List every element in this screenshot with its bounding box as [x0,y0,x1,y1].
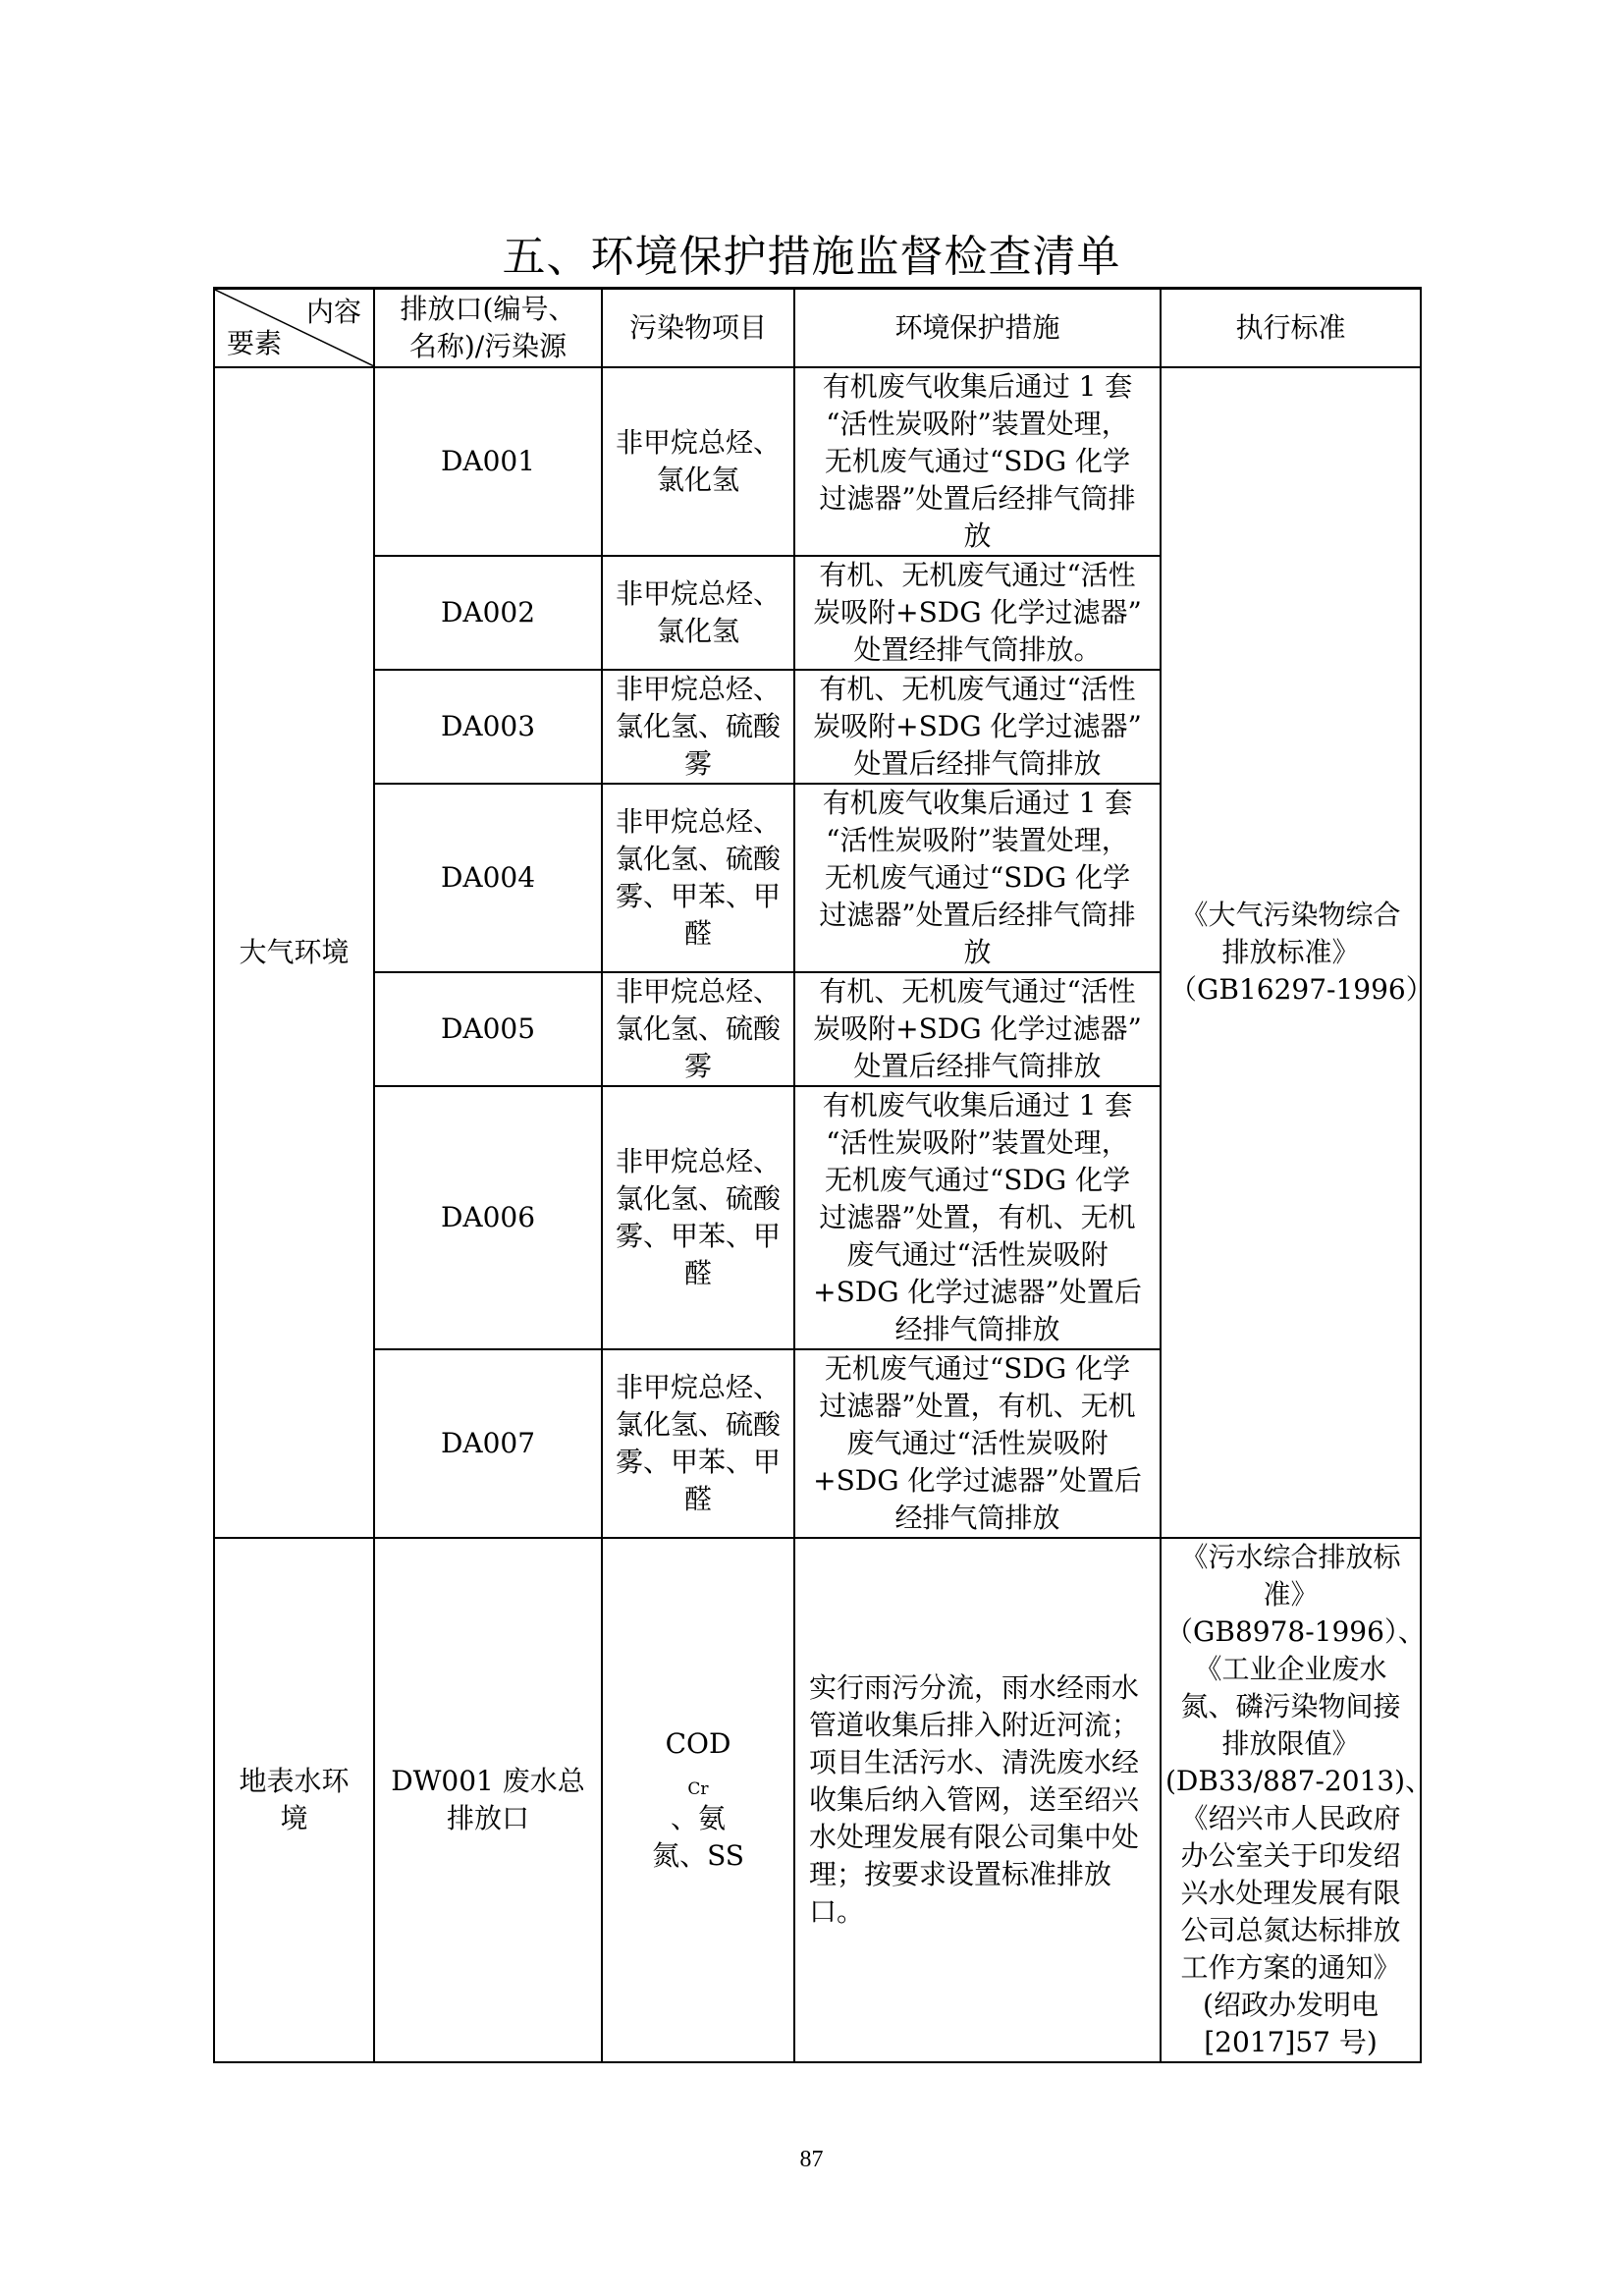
pollutant-cell: COD $_{Cr}$ 、氨 氮、SS [602,1538,794,2062]
measure-cell: 有机废气收集后通过 1 套 “活性炭吸附”装置处理， 无机废气通过“SDG 化学 过滤器”处置后经排气筒排 放 [794,784,1161,972]
page-number: 87 [799,2147,824,2172]
standard-water: 《污水综合排放标 准》 （GB8978-1996）、 《工业企业废水 氮、磷污染物间接 排放限值》 (DB33/887-2013)、 《绍兴市人民政府 办公室关于印发绍 兴水处理发展有限 公司总氮达标排放 工作方案的通知》 (绍政办发明电 [2017]57 号) [1161,1538,1421,2062]
pollutant-cell: 非甲烷总烃、 氯化氢、硫酸 雾、甲苯、甲 醛 [602,1086,794,1349]
standard-air: 《大气污染物综合 排放标准》 （GB16297-1996） [1161,367,1421,1538]
header-row [214,289,1421,367]
page-title: 五、环境保护措施监督检查清单 [502,232,1121,282]
outlet-cell: DA005 [374,972,602,1086]
pollutant-cell: 非甲烷总烃、 氯化氢 [602,556,794,670]
outlet-cell: DA002 [374,556,602,670]
outlet-cell: DA004 [374,784,602,972]
header-content: 内容 [305,296,361,328]
pollutant-cell: 非甲烷总烃、 氯化氢、硫酸 雾、甲苯、甲 醛 [602,784,794,972]
header-standard: 执行标准 [1161,289,1421,367]
outlet-cell: DA007 [374,1349,602,1538]
outlet-cell: DW001 废水总 排放口 [374,1538,602,2062]
measure-cell: 有机废气收集后通过 1 套 “活性炭吸附”装置处理， 无机废气通过“SDG 化学 过滤器”处置后经排气筒排 放 [794,367,1161,556]
header-factor: 要素 [227,326,283,359]
pollutant-cell: 非甲烷总烃、 氯化氢、硫酸 雾 [602,670,794,784]
header-pollutant: 污染物项目 [602,289,794,367]
pollutant-cell: 非甲烷总烃、 氯化氢、硫酸 雾 [602,972,794,1086]
checklist-table [213,287,1434,2063]
outlet-cell: DA006 [374,1086,602,1349]
measure-cell: 无机废气通过“SDG 化学 过滤器”处置，有机、无机 废气通过“活性炭吸附 +SDG 化学过滤器”处置后 经排气筒排放 [794,1349,1161,1538]
table-row [214,367,1421,556]
pollutant-cell: 非甲烷总烃、 氯化氢、硫酸 雾、甲苯、甲 醛 [602,1349,794,1538]
diagonal-header-cell [214,289,374,367]
measure-cell: 有机废气收集后通过 1 套 “活性炭吸附”装置处理， 无机废气通过“SDG 化学 过滤器”处置，有机、无机 废气通过“活性炭吸附 +SDG 化学过滤器”处置后 经排气筒排放 [794,1086,1161,1349]
table-row [214,1538,1421,2062]
measure-cell: 实行雨污分流，雨水经雨水管道收集后排入附近河流；项目生活污水、清洗废水经收集后纳入管网，送至绍兴水处理发展有限公司集中处理；按要求设置标准排放口。 [794,1538,1161,2062]
factor-air: 大气环境 [214,367,374,1538]
outlet-cell: DA001 [374,367,602,556]
measure-cell: 有机、无机废气通过“活性 炭吸附+SDG 化学过滤器” 处置后经排气筒排放 [794,670,1161,784]
factor-surface-water: 地表水环 境 [214,1538,374,2062]
header-measure: 环境保护措施 [794,289,1161,367]
outlet-cell: DA003 [374,670,602,784]
measure-cell: 有机、无机废气通过“活性 炭吸附+SDG 化学过滤器” 处置经排气筒排放。 [794,556,1161,670]
pollutant-cell: 非甲烷总烃、 氯化氢 [602,367,794,556]
measure-cell: 有机、无机废气通过“活性 炭吸附+SDG 化学过滤器” 处置后经排气筒排放 [794,972,1161,1086]
header-outlet: 排放口(编号、 名称)/污染源 [374,289,602,367]
